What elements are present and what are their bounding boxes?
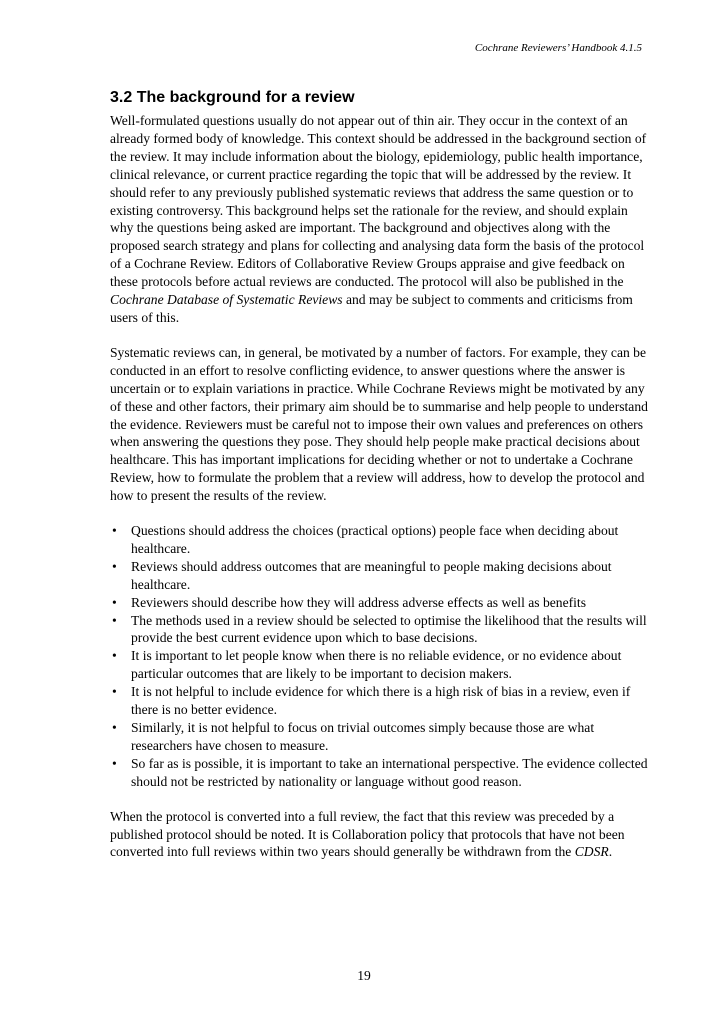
- list-item-text: Reviewers should describe how they will address adverse effects as well as benefits: [131, 594, 586, 610]
- list-item-text: The methods used in a review should be selected to optimise the likelihood that the results will provide the best current evidence upon which to base decisions.: [131, 612, 647, 646]
- list-item-text: Similarly, it is not helpful to focus on trivial outcomes simply because those are what researchers have chosen to measure.: [131, 720, 595, 753]
- list-item-text: It is important to let people know when there is no reliable evidence, or no evidence about particular outcomes that are likely to be important to decision makers.: [131, 648, 622, 682]
- bullet-icon: •: [112, 612, 117, 628]
- page-number: 19: [357, 968, 371, 983]
- bullet-icon: •: [112, 720, 117, 735]
- background-paragraph: [110, 112, 650, 327]
- bullet-icon: •: [112, 558, 117, 574]
- paragraph-text: When the protocol is converted into a full review, the fact that this review was preceded by a published protocol should be noted. It is Collaboration policy that protocols that have not been converted into full reviews within two years should generally be withdrawn from the: [110, 808, 625, 860]
- journal-title: Cochrane Database of Systematic Reviews: [110, 292, 343, 308]
- list-item-text: Questions should address the choices (practical options) people face when deciding about healthcare.: [131, 523, 619, 556]
- protocol-paragraph: [110, 808, 650, 862]
- list-item-text: It is not helpful to include evidence for which there is a high risk of bias in a review, even if there is no better evidence.: [131, 684, 631, 718]
- bullet-icon: •: [112, 648, 117, 664]
- motivation-paragraph: Systematic reviews can, in general, be motivated by a number of factors. For example, they can be conducted in an effort to resolve conflicting evidence, to answer questions where the answer is uncertain or to explain variations in practice. While Cochrane Reviews might be motivated by any of these and other factors, their primary aim should be to summarise and help people to understand the evidence. Reviewers must be careful not to impose their own values and preferences on others when answering the questions they pose. They should help people make practical decisions about healthcare. This has important implications for deciding whether or not to undertake a Cochrane Review, how to formulate the problem that a review will address, how to develop the protocol and how to present the results of the review.: [110, 344, 648, 504]
- paragraph-text: .: [608, 844, 613, 860]
- page-content: [110, 88, 650, 878]
- list-item: [110, 719, 650, 755]
- bullet-icon: •: [112, 684, 117, 700]
- running-header: Cochrane Reviewers’ Handbook 4.1.5: [474, 42, 642, 54]
- list-item: [110, 594, 650, 612]
- bullet-icon: •: [112, 755, 117, 771]
- list-item: [110, 755, 650, 791]
- list-item-text: So far as is possible, it is important to take an international perspective. The evidence collected should not be restricted by nationality or language without good reason.: [131, 755, 648, 789]
- list-item: [110, 558, 650, 594]
- bullet-icon: •: [112, 523, 117, 539]
- section-heading: 3.2 The background for a review: [110, 89, 355, 106]
- list-item: [110, 683, 650, 719]
- principles-list: [110, 522, 650, 791]
- list-item: [110, 612, 650, 648]
- paragraph-text: Well-formulated questions usually do not appear out of thin air. They occur in the context of an already formed body of knowledge. This context should be addressed in the background section of the review. It may include information about the biology, epidemiology, public health importance, clinical relevance, or current practice regarding the topic that will be addressed by the review. It should refer to any previously published systematic reviews that address the same question or to existing controversy. This background helps set the rationale for the review, and should explain why the questions being asked are important. The background and objectives along with the proposed search strategy and plans for collecting and analysing data form the basis of the protocol of a Cochrane Review. Editors of Collaborative Review Groups appraise and give feedback on these protocols before actual reviews are conducted. The protocol will also be published in the: [110, 113, 647, 290]
- paragraph-text: and may be subject to comments and criticisms from users of this.: [110, 292, 633, 325]
- cdsr-abbreviation: CDSR: [574, 844, 609, 860]
- list-item-text: Reviews should address outcomes that are meaningful to people making decisions about healthcare.: [131, 558, 612, 592]
- list-item: [110, 647, 650, 683]
- bullet-icon: •: [112, 594, 117, 610]
- list-item: [110, 522, 650, 558]
